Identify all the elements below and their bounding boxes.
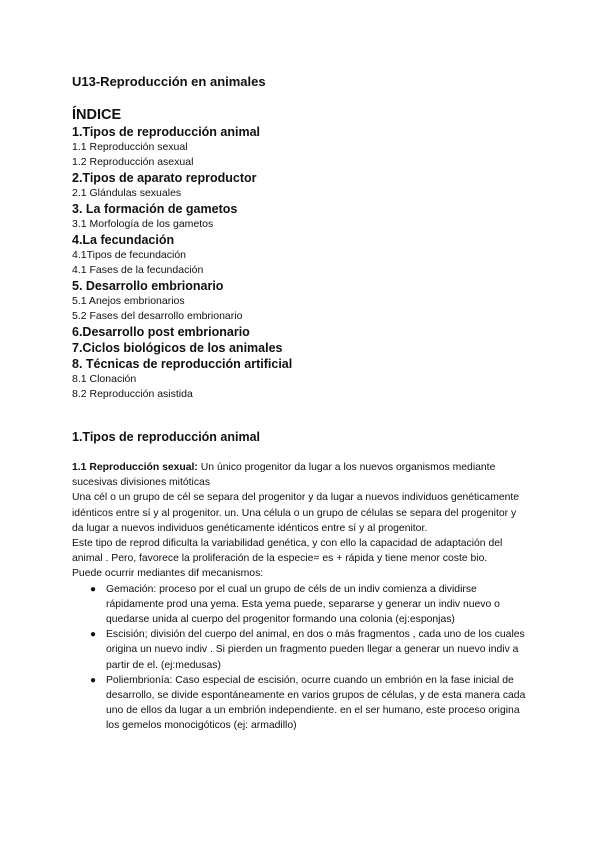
- index-entry-sub: 5.1 Anejos embrionarios: [72, 295, 185, 307]
- index-entry-sub: 2.1 Glándulas sexuales: [72, 187, 182, 199]
- section-body: [72, 460, 528, 734]
- list-item: [72, 673, 528, 734]
- index-entry-sub: 1.1 Reproducción sexual: [72, 141, 188, 153]
- document-title: U13-Reproducción en animales: [72, 74, 266, 89]
- index-entry-sub: 1.2 Reproducción asexual: [72, 156, 194, 168]
- index-list: [72, 124, 542, 402]
- index-entry-sub: 8.1 Clonación: [72, 373, 137, 385]
- section-heading: 1.Tipos de reproducción animal: [72, 430, 261, 444]
- subsection-intro: [72, 460, 528, 490]
- bullet-icon: ●: [90, 629, 97, 641]
- index-entry-main: 8. Técnicas de reproducción artificial: [72, 357, 293, 371]
- bullet-icon: ●: [90, 583, 97, 595]
- index-entry-main: 6.Desarrollo post embrionario: [72, 325, 250, 339]
- subsection-text: Un único progenitor da lugar a los nuevos organismos mediante sucesivas divisiones mitóticas: [72, 462, 496, 489]
- index-entry-main: 2.Tipos de aparato reproductor: [72, 171, 257, 185]
- bullet-icon: ●: [90, 674, 97, 686]
- index-entry-main: 7.Ciclos biológicos de los animales: [72, 341, 283, 355]
- index-entry-sub: 3.1 Morfología de los gametos: [72, 218, 214, 230]
- list-item-text: Gemación: proceso por el cual un grupo de céls de un indiv comienza a dividirse rápidamente prod una yema. Esta yema puede, separarse y generar un indiv nuevo o quedarse unida al cuerpo del progenitor formando una colonia (ej:esponjas): [106, 583, 500, 626]
- index-entry-main: 1.Tipos de reproducción animal: [72, 125, 261, 139]
- paragraph: Puede ocurrir mediantes dif mecanismos:: [72, 568, 264, 580]
- index-entry-main: 5. Desarrollo embrionario: [72, 279, 224, 293]
- index-entry-main: 4.La fecundación: [72, 233, 175, 247]
- index-entry-sub: 4.1Tipos de fecundación: [72, 249, 187, 261]
- index-heading: ÍNDICE: [72, 107, 122, 123]
- paragraph: Este tipo de reprod dificulta la variabilidad genética, y con ello la capacidad de adaptación del animal . Pero, favorece la proliferación de la especie= es + rápida y tiene menor coste bio.: [72, 538, 503, 565]
- subsection-heading: 1.1 Reproducción sexual:: [72, 462, 198, 473]
- table-of-contents: [72, 106, 542, 402]
- mechanism-list: [72, 582, 528, 734]
- list-item-text: Escisión; división del cuerpo del animal, en dos o más fragmentos , cada uno de los cuales origina un nuevo indiv . Si pierden un fragmento pueden llegar a generar un nuevo indiv a partir de el. (ej:medusas): [106, 629, 525, 671]
- list-item: [72, 582, 528, 628]
- list-item: [72, 627, 528, 673]
- index-entry-sub: 5.2 Fases del desarrollo embrionario: [72, 310, 243, 322]
- index-entry-main: 3. La formación de gametos: [72, 202, 238, 216]
- list-item-text: Poliembrionía: Caso especial de escisión, ocurre cuando un embrión en la fase inicial de desarrollo, se divide espontáneamente en varios grupos de células, y de esta manera cada uno de ellos da lugar a un embrión independiente. en el ser humano, este proceso origina los gemelos monocigóticos (ej: armadillo): [106, 674, 526, 732]
- index-entry-sub: 4.1 Fases de la fecundación: [72, 264, 204, 276]
- paragraph: Una cél o un grupo de cél se separa del progenitor y da lugar a nuevos individuos genéticamente idénticos entre sí y al progenitor. un. Una célula o un grupo de células se separa del progenitor y da lugar a nuevos individuos genéticamente idénticos entre sí y al progenitor.: [72, 492, 520, 534]
- index-entry-sub: 8.2 Reproducción asistida: [72, 388, 193, 400]
